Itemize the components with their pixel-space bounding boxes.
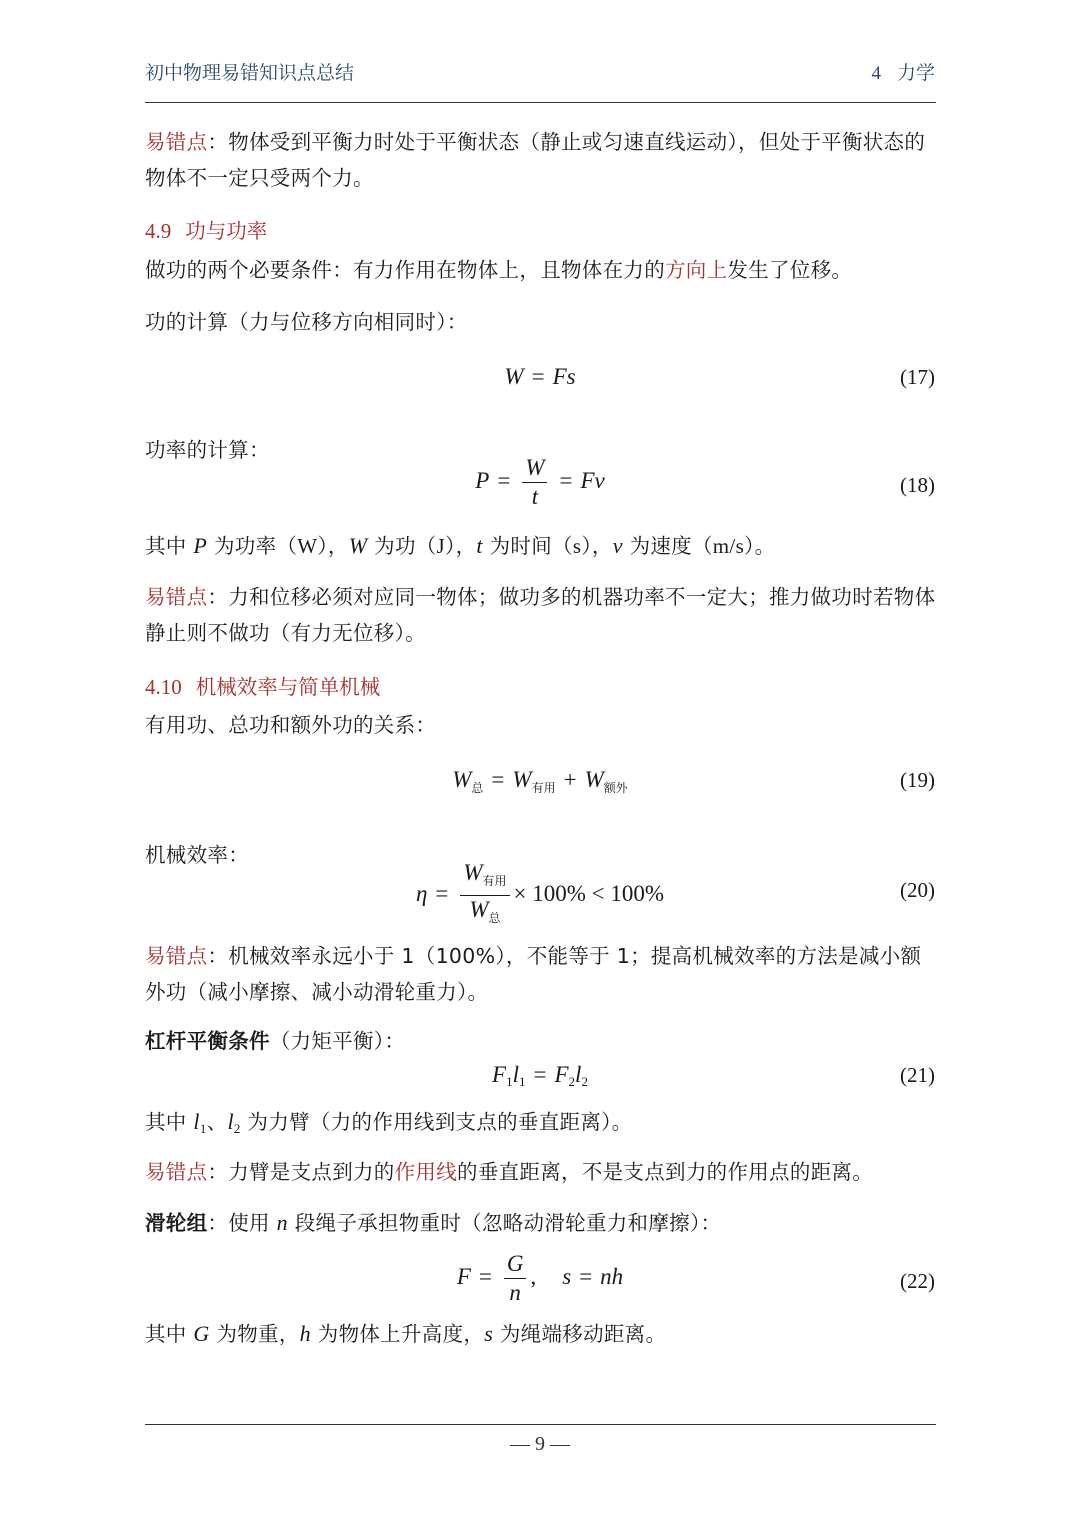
highlight-direction: 方向上 xyxy=(665,258,728,282)
text-span: 段绳子承担物重时（忽略动滑轮重力和摩擦）： xyxy=(287,1211,722,1235)
paragraph-lever xyxy=(145,1023,937,1059)
section-number: 4.10 xyxy=(145,675,182,699)
paragraph-text: ：机械效率永远小于 1（100%），不能等于 1；提高机械效率的方法是减小额外功（减小摩擦、减小动滑轮重力）。 xyxy=(145,944,922,1004)
equation-number: (19) xyxy=(900,768,935,792)
equation-20: η = $\frac{W_{有用}}{W_总}$ × 100% < 100% (20) xyxy=(145,857,935,923)
text-span: 发生了位移。 xyxy=(727,258,853,282)
equation-22: F = $\frac{G}{n}$ , s = nh (22) xyxy=(456,1251,935,1305)
math-var: n xyxy=(276,1210,288,1235)
eq-symbol: W xyxy=(584,767,604,792)
eq-symbol: W xyxy=(504,364,524,389)
section-heading-4-9 xyxy=(145,214,267,244)
paragraph-text: ：力和位移必须对应同一物体；做功多的机器功率不一定大；推力做功时若物体静止则不做功（有力无位移）。 xyxy=(145,585,936,645)
math-var: W xyxy=(348,533,368,558)
fraction-denominator: n xyxy=(509,1280,521,1305)
fraction-numerator: G xyxy=(504,1250,527,1279)
text-span: 其中 xyxy=(145,1110,194,1134)
subscript: 1 xyxy=(506,1074,513,1089)
unit: W xyxy=(297,534,318,558)
subscript: 总 xyxy=(471,781,484,795)
paragraph-efficiency-note xyxy=(145,938,937,1010)
paragraph-work-conditions xyxy=(145,252,937,288)
paragraph-pulley xyxy=(145,1205,937,1241)
running-header xyxy=(145,58,935,88)
math-var: l xyxy=(227,1109,234,1134)
text-span: 的垂直距离，不是支点到力的作用点的距离。 xyxy=(457,1160,874,1184)
section-number: 4.9 xyxy=(145,219,172,243)
chapter-name: 力学 xyxy=(896,62,935,84)
eq-symbol: l xyxy=(575,1062,582,1087)
paragraph-lever-note xyxy=(145,1154,937,1190)
paragraph-power-calc: 功率的计算： xyxy=(145,438,270,462)
fraction-numerator: W xyxy=(522,454,547,483)
eq-symbol: Fv xyxy=(580,467,605,493)
eq-symbol: F xyxy=(492,1062,507,1087)
text-span: 为绳端移动距离。 xyxy=(493,1322,667,1346)
math-var: h xyxy=(299,1321,311,1346)
eq-symbol: η xyxy=(415,880,428,906)
subscript: 2 xyxy=(568,1074,576,1089)
fraction xyxy=(504,1250,527,1307)
subscript: 额外 xyxy=(603,781,628,795)
error-prone-label: 易错点 xyxy=(145,944,208,968)
text-span: ）， xyxy=(581,534,613,558)
text-span: ：力臂是支点到力的 xyxy=(207,1160,395,1184)
text-span: 为速度（ xyxy=(622,534,713,558)
eq-symbol: P xyxy=(475,467,490,493)
equation-17: W = Fs (17) xyxy=(504,364,935,389)
text-span: 为物重， xyxy=(209,1322,300,1346)
text-span: 为功（ xyxy=(367,534,437,558)
eq-rest: × 100% < 100% xyxy=(513,880,665,906)
error-prone-label: 易错点 xyxy=(145,1160,208,1184)
math-var: l xyxy=(193,1109,200,1134)
bold-term: 杠杆平衡条件 xyxy=(145,1029,270,1053)
fraction-denominator: $W_总$ xyxy=(469,897,501,925)
footer-rule xyxy=(145,1424,936,1425)
paragraph-lever-arm xyxy=(145,1104,937,1147)
eq-symbol: W xyxy=(512,767,532,792)
text-span: ）， xyxy=(445,534,477,558)
unit: m/s xyxy=(712,534,745,558)
text-span: ）。 xyxy=(744,534,776,558)
equation-number: (22) xyxy=(900,1269,935,1293)
subscript: 2 xyxy=(581,1074,588,1089)
text-span: 为时间（ xyxy=(482,534,573,558)
text-span: 其中 xyxy=(145,1322,194,1346)
unit: J xyxy=(436,534,446,558)
math-var: s xyxy=(484,1321,494,1346)
text-span: 其中 xyxy=(145,534,194,558)
text-span: 做功的两个必要条件：有力作用在物体上，且物体在力的 xyxy=(145,258,665,282)
text-span: （力矩平衡）： xyxy=(269,1029,406,1053)
eq-symbol: s xyxy=(562,1263,572,1289)
paragraph-pulley-symbols xyxy=(145,1316,937,1352)
text-span: 为物体上升高度， xyxy=(310,1322,485,1346)
math-var: G xyxy=(193,1321,210,1346)
equation-21: $F_1l_1 = F_2l_2$ (21) xyxy=(492,1062,935,1089)
document-title: 初中物理易错知识点总结 xyxy=(145,62,355,84)
section-title: 功与功率 xyxy=(185,219,268,243)
equation-19: $W_总 = W_{有用} + W_{额外}$ (19) xyxy=(452,767,935,795)
text-span: 为力臂（力的作用线到支点的垂直距离）。 xyxy=(240,1110,633,1134)
paragraph-efficiency: 机械效率： xyxy=(145,843,249,867)
chapter-number: 4 xyxy=(871,63,881,84)
fraction xyxy=(522,454,547,511)
subscript: 有用 xyxy=(531,781,556,795)
section-title: 机械效率与简单机械 xyxy=(195,675,381,699)
subscript: 1 xyxy=(199,1121,207,1136)
text-span: ：使用 xyxy=(207,1211,277,1235)
text-span: 、 xyxy=(206,1110,228,1134)
paragraph-power-symbols xyxy=(145,528,937,564)
section-heading-4-10 xyxy=(145,670,380,700)
eq-symbol: l xyxy=(512,1062,519,1087)
paragraph-balance-note xyxy=(145,124,937,196)
highlight-line-of-action: 作用线 xyxy=(394,1160,458,1184)
error-prone-label: 易错点 xyxy=(145,585,208,609)
eq-symbol: nh xyxy=(600,1263,624,1289)
header-rule xyxy=(145,102,936,103)
paragraph-text: ：物体受到平衡力时处于平衡状态（静止或匀速直线运动），但处于平衡状态的物体不一定只受两个力。 xyxy=(145,130,926,190)
text-span: ）， xyxy=(317,534,349,558)
fraction xyxy=(460,859,509,932)
equation-number: (20) xyxy=(900,878,935,902)
eq-symbol: F xyxy=(456,1263,471,1289)
math-var: P xyxy=(193,533,208,558)
fraction-numerator: $W_{有用}$ xyxy=(460,859,509,896)
equation-number: (18) xyxy=(900,473,935,497)
eq-symbol: W xyxy=(452,767,472,792)
equation-18: P = $\frac{W}{t}$ = Fv (18) xyxy=(475,455,935,509)
eq-symbol: F xyxy=(554,1062,569,1087)
paragraph-work-calc: 功的计算（力与位移方向相同时）： xyxy=(145,310,468,334)
eq-symbol: Fs xyxy=(552,364,576,389)
paragraph-work-note xyxy=(145,579,937,651)
chapter-label xyxy=(871,58,935,85)
math-var: v xyxy=(612,533,623,558)
bold-term: 滑轮组 xyxy=(145,1211,208,1235)
paragraph-work-relation: 有用功、总功和额外功的关系： xyxy=(145,713,437,737)
error-prone-label: 易错点 xyxy=(145,130,208,154)
page-number: — 9 — xyxy=(510,1433,570,1455)
equation-number: (17) xyxy=(900,365,935,389)
math-var: t xyxy=(476,533,483,558)
equation-number: (21) xyxy=(900,1063,935,1087)
subscript: 1 xyxy=(519,1074,526,1089)
subscript: 2 xyxy=(233,1121,241,1136)
fraction-denominator: t xyxy=(531,484,539,509)
unit: s xyxy=(572,534,582,558)
text-span: 为功率（ xyxy=(207,534,298,558)
